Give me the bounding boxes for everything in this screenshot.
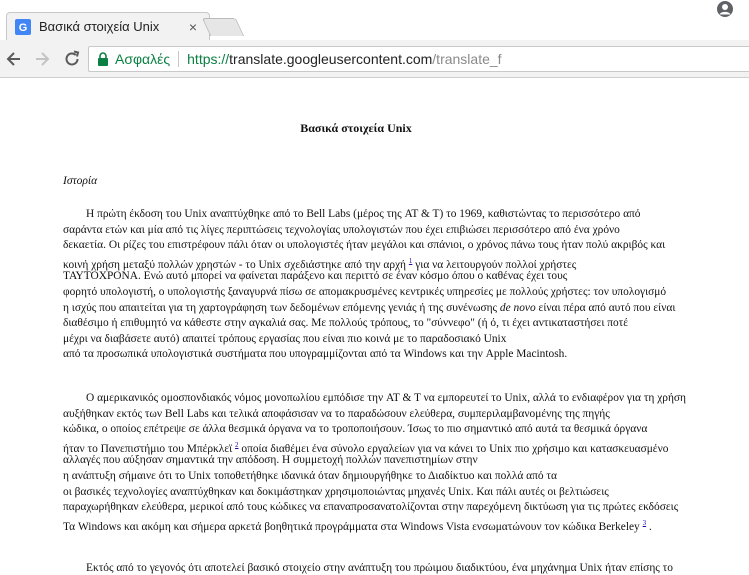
text-segment: οποία διαθέμει ένα σύνολο εργαλείων για να κάνει το Unix πιο χρήσιμο και κατασκευασμένο bbox=[241, 442, 669, 455]
page-content bbox=[0, 79, 749, 575]
tab-strip bbox=[0, 0, 749, 40]
address-bar[interactable] bbox=[88, 46, 749, 72]
text-line: ΤΑΥΤΟΧΡΟΝΑ. Ενώ αυτό μπορεί να φαίνεται παράξενο και περιττό σε έναν κόσμο όπου ο καθένας έχει τους bbox=[63, 270, 568, 283]
text-segment: . bbox=[648, 520, 652, 533]
text-line: οι βασικές τεχνολογίες αναπτύχθηκαν και δοκιμάστηκαν χρησιμοποιώντας μηχανές Unix. Και πάλι αυτές οι βελτιώσεις bbox=[63, 485, 609, 498]
text-line bbox=[63, 254, 749, 270]
url-path: /translate_f bbox=[432, 51, 502, 67]
tab-title: Βασικά στοιχεία Unix bbox=[39, 19, 160, 34]
text-line: από τα προσωπικά υπολογιστικά συστήματα που υπογραμμίζονται από τα Windows και την Apple Macintosh. bbox=[63, 348, 568, 361]
text-line: η ανάπτυξη σήμαινε ότι το Unix τοποθετήθηκε ιδανικά όταν δημιουργήθηκε το Διαδίκτυο και πολλά από τα bbox=[63, 469, 557, 482]
paragraph bbox=[63, 391, 749, 531]
browser-tab[interactable] bbox=[6, 12, 210, 40]
text-line: διαθέσιμο ή επιθυμητό να κάθεστε στην αγκαλιά σας. Με πολλούς τρόπους, το "σύννεφο" (ή ό, τι έχει αντικαταστήσει ποτέ bbox=[63, 317, 629, 330]
back-arrow-icon[interactable] bbox=[4, 49, 24, 69]
svg-text:G: G bbox=[18, 21, 28, 34]
paragraph bbox=[63, 561, 749, 575]
footnote-link[interactable]: 2 bbox=[235, 440, 239, 449]
url-host: translate.googleusercontent.com bbox=[229, 51, 433, 67]
lock-icon bbox=[97, 52, 109, 66]
text-line: Ο αμερικανικός ομοσπονδιακός νόμος μονοπωλίου εμπόδισε την AT & T να εμπορευτεί το Unix, αλλά το ενδιαφέρον για τη χρήση bbox=[86, 392, 687, 404]
text-line: αλλαγές που αύξησαν σημαντικά την απόδοση. Η συμμετοχή πολλών πανεπιστημίων στην bbox=[63, 454, 478, 467]
text-line: κώδικα, ο οποίος επέτρεψε σε άλλα θεσμικά όργανα να το τροποποιήσουν. Ίσως το πιο σημαντικό από αυτά τα θεσμικά όργανα bbox=[63, 423, 648, 436]
text-segment-italic: de novo bbox=[499, 301, 536, 314]
text-line bbox=[63, 516, 749, 532]
document-title: Βασικά στοιχεία Unix bbox=[300, 121, 412, 135]
google-translate-icon bbox=[15, 19, 31, 35]
text-line: αυξήθηκαν εκτός των Bell Labs και τελικά αποφάσισαν να το παραδώσουν ελεύθερα, συμπεριλαμβανομένης της πηγής bbox=[63, 407, 610, 420]
forward-arrow-icon[interactable] bbox=[32, 49, 52, 69]
paragraph bbox=[63, 207, 749, 363]
footnote-link[interactable]: 3 bbox=[642, 518, 647, 527]
profile-icon[interactable] bbox=[716, 0, 734, 18]
text-line: σαράντα ετών και μία από τις λίγες περιπτώσεις τεχνολογίας υπολογιστών που έχει επιβιώσει περισσότερο από ένα χρόνο bbox=[63, 223, 620, 236]
reload-icon[interactable] bbox=[62, 49, 82, 69]
text-line: δεκαετία. Οι ρίζες του επιστρέφουν πάλι όταν οι υπολογιστές ήταν μεγάλοι και σπάνιοι, ο χρόνος πάνω τους ήταν πολύ ακριβός και bbox=[63, 239, 666, 252]
text-segment: ήταν το Πανεπιστήμιο του Μπέρκλεϊ bbox=[63, 442, 233, 455]
omnibox-divider bbox=[178, 51, 179, 67]
text-line bbox=[63, 438, 749, 454]
text-segment: κοινή χρήση μεταξύ πολλών χρηστών - το Unix σχεδιάστηκε από την αρχή bbox=[63, 258, 407, 271]
text-segment: για να λειτουργούν πολλοί χρήστες bbox=[415, 258, 577, 271]
text-line: Η πρώτη έκδοση του Unix αναπτύχθηκε από το Bell Labs (μέρος της AT & T) το 1969, καθιστώντας το περισσότερο από bbox=[86, 208, 641, 220]
text-line: φορητό υπολογιστή, ο υπολογιστής ξαναγυρνά πίσω σε απομακρυσμένες κεντρικές υπηρεσίες με πολλούς χρήστες: τον υπολογισμό bbox=[63, 285, 667, 298]
url-scheme: https:// bbox=[187, 51, 230, 67]
browser-toolbar bbox=[0, 40, 749, 78]
text-segment: η ισχύς που απαιτείται για τη χαρτογράφηση των δεδομένων επόμενης γενιάς ή της συνένωσης bbox=[63, 301, 498, 314]
text-line: μέχρι να διαβάσετε αυτό) απαιτεί τρόπους εργασίας που είναι πιο κοινά με το παραδοσιακό Unix bbox=[63, 332, 507, 345]
footnote-link[interactable]: 1 bbox=[408, 256, 413, 265]
text-segment: Τα Windows και ακόμη και σήμερα αρκετά βοηθητικά προγράμματα στα Windows Vista ενσωματώνουν τον κώδικα Berkeley bbox=[63, 520, 640, 533]
section-heading: Ιστορία bbox=[63, 175, 98, 187]
text-line: Εκτός από το γεγονός ότι αποτελεί βασικό στοιχείο στην ανάπτυξη του πρώιμου διαδικτύου, ένα μηχάνημα Unix ήταν επίσης το bbox=[86, 562, 673, 574]
text-line: παραχωρήθηκαν ελεύθερα, μερικοί από τους κώδικες να επαναπροσανατολίζονται στην παρεχόμενη δικτύωση για τις πρώτες εκδόσεις bbox=[63, 501, 679, 514]
new-tab-button[interactable] bbox=[202, 18, 244, 36]
secure-label: Ασφαλές bbox=[115, 51, 171, 67]
close-tab-icon[interactable]: × bbox=[188, 18, 198, 35]
text-line bbox=[63, 301, 749, 317]
text-segment: είναι πέρα από αυτό που είναι bbox=[538, 301, 676, 314]
